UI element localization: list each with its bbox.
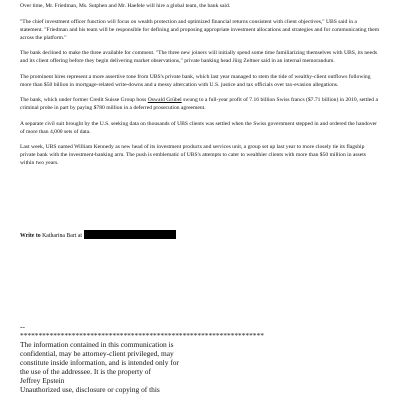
footer-line-6: Unauthorized use, disclosure or copying of this	[20, 385, 160, 394]
paragraph-hiring: Over time, Mr. Friedman, Ms. Sutphen and Mr. Haefele will hire a global team, the bank said.	[20, 3, 231, 9]
paragraph-cio-statement: "The chief investment officer function will focus on wealth protection and optimized financial returns consistent with client objectives," UBS said in a statement. "Friedman and his team will be responsible for defining and proposing appropriate investment allocations and strategies and for communicating them across the platform."	[20, 18, 380, 41]
article-body	[20, 2, 380, 175]
footer-dash: --	[20, 322, 25, 331]
paragraph-profit	[20, 96, 380, 112]
paragraph-kennedy: Last week, UBS named William Kennedy as new head of its investment products and services unit, a group set up last year to more closely tie its flagship private bank with the investment-banking arm. The push is emblematic of UBS's attempts to cater to wealthier clients with more than $50 million in assets within two years.	[20, 144, 366, 166]
write-to-line	[20, 230, 176, 240]
paragraph-civil-suit: A separate civil suit brought by the U.S. seeking data on thousands of UBS clients was settled when the Swiss government stepped in and ordered the handover of more than 4,000 sets of data.	[20, 120, 377, 135]
person-link-grubel[interactable]: Oswald Grübel	[147, 97, 182, 103]
footer-separator: ******************************************************************	[20, 331, 264, 340]
footer-line-4: the use of the addressee. It is the property of	[20, 367, 151, 376]
footer-line-3: constitute inside information, and is intended only for	[20, 358, 179, 367]
write-to-label: Write to	[20, 233, 41, 239]
paragraph-memo: The bank declined to make the three available for comment. "The three new joiners will initially spend some time familiarizing themselves with UBS, its needs and its client offering before they begin delivering market observations," private banking head Jürg Zeltner said in an internal memorandum.	[20, 50, 378, 64]
confidentiality-footer	[20, 322, 380, 394]
paragraph-assertive-tone: The prominent hires represent a more assertive tone from UBS's private bank, which last year managed to stem the tide of wealthy-client outflows following more than $50 billion in mortgage-related write-downs and a messy altercation with U.S. justice and tax officials over tax-evasion allegations.	[20, 73, 371, 88]
footer-line-5: Jeffrey Epstein	[20, 376, 65, 385]
author-name: Katharina Bart at	[40, 233, 84, 239]
footer-line-2: confidential, may be attorney-client privileged, may	[20, 349, 174, 358]
redacted-email-block	[84, 230, 176, 239]
paragraph-profit-start: The bank, which under former Credit Suisse Group boss	[20, 97, 148, 103]
paragraph-profit-end: swung to a full-year profit of 7.16 billion Swiss francs ($7.71 billion) in 2010, settled a criminal probe in part by paying $780 million in a deferred prosecution agreement.	[20, 97, 378, 111]
footer-line-1: The information contained in this communication is	[20, 340, 174, 349]
